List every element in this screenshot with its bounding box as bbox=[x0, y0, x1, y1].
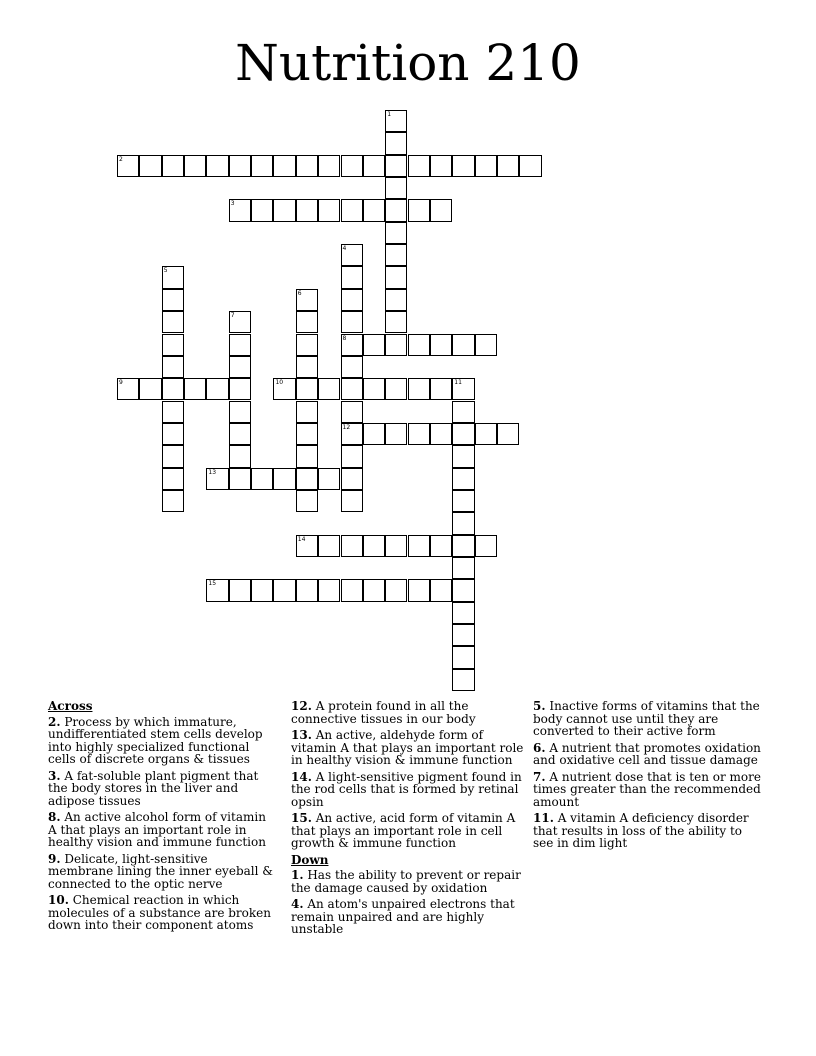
clue-item bbox=[291, 771, 527, 809]
clue-item bbox=[533, 771, 765, 809]
clue-item bbox=[291, 812, 527, 850]
clue-number-label: 5 bbox=[163, 267, 168, 275]
grid-cell[interactable] bbox=[296, 356, 318, 378]
grid-cell[interactable] bbox=[296, 579, 318, 601]
grid-cell[interactable] bbox=[452, 401, 474, 423]
grid-cell[interactable] bbox=[341, 311, 363, 333]
clue-item bbox=[48, 811, 276, 849]
clue-number-label: 2 bbox=[119, 155, 123, 163]
grid-cell[interactable] bbox=[385, 244, 407, 266]
clue-number: 4. bbox=[291, 897, 304, 911]
grid-cell[interactable] bbox=[363, 378, 385, 400]
clue-number-label: 14 bbox=[297, 535, 306, 543]
clue-item bbox=[533, 812, 765, 850]
clue-number: 6. bbox=[533, 740, 546, 755]
grid-cell[interactable] bbox=[385, 579, 407, 601]
grid-cell[interactable] bbox=[341, 579, 363, 601]
grid-cell[interactable] bbox=[385, 110, 407, 132]
grid-cell[interactable] bbox=[452, 535, 474, 557]
clue-text: A protein found in all the connective tissues in our body bbox=[291, 699, 476, 726]
grid-cell[interactable] bbox=[363, 199, 385, 221]
grid-cell[interactable] bbox=[296, 199, 318, 221]
grid-cell[interactable] bbox=[341, 423, 363, 445]
clue-number: 7. bbox=[533, 769, 546, 784]
grid-cell[interactable] bbox=[296, 445, 318, 467]
grid-cell[interactable] bbox=[162, 266, 184, 288]
grid-cell[interactable] bbox=[139, 155, 161, 177]
grid-cell[interactable] bbox=[318, 199, 340, 221]
grid-cell[interactable] bbox=[162, 401, 184, 423]
clue-item bbox=[48, 853, 276, 891]
grid-cell[interactable] bbox=[341, 334, 363, 356]
grid-cell[interactable] bbox=[341, 289, 363, 311]
clue-number-label: 12 bbox=[342, 423, 351, 431]
clue-number: 15. bbox=[291, 811, 312, 825]
grid-cell[interactable] bbox=[475, 334, 497, 356]
grid-cell[interactable] bbox=[363, 334, 385, 356]
grid-cell[interactable] bbox=[452, 155, 474, 177]
grid-cell[interactable] bbox=[385, 311, 407, 333]
grid-cell[interactable] bbox=[296, 289, 318, 311]
grid-cell[interactable] bbox=[408, 378, 430, 400]
clue-text: Chemical reaction in which molecules of a substance are broken down into their component atoms bbox=[48, 893, 271, 932]
grid-cell[interactable] bbox=[475, 423, 497, 445]
down-heading: Down bbox=[291, 852, 329, 867]
grid-cell[interactable] bbox=[206, 378, 228, 400]
clue-number: 10. bbox=[48, 893, 69, 907]
grid-cell[interactable] bbox=[273, 155, 295, 177]
clue-number: 1. bbox=[291, 868, 304, 882]
grid-cell[interactable] bbox=[318, 579, 340, 601]
grid-cell[interactable] bbox=[229, 334, 251, 356]
grid-cell[interactable] bbox=[251, 468, 273, 490]
clue-text: An active, acid form of vitamin A that plays an important role in cell growth & immune function bbox=[291, 811, 516, 850]
clue-number-label: 11 bbox=[454, 379, 462, 387]
grid-cell[interactable] bbox=[206, 468, 228, 490]
grid-cell[interactable] bbox=[162, 378, 184, 400]
grid-cell[interactable] bbox=[162, 155, 184, 177]
grid-cell[interactable] bbox=[452, 378, 474, 400]
grid-cell[interactable] bbox=[385, 334, 407, 356]
grid-cell[interactable] bbox=[318, 535, 340, 557]
clue-column-3 bbox=[533, 700, 765, 854]
grid-cell[interactable] bbox=[430, 334, 452, 356]
grid-cell[interactable] bbox=[162, 423, 184, 445]
grid-cell[interactable] bbox=[385, 378, 407, 400]
grid-cell[interactable] bbox=[273, 468, 295, 490]
grid-cell[interactable] bbox=[341, 468, 363, 490]
grid-cell[interactable] bbox=[385, 132, 407, 154]
clue-number-label: 3 bbox=[230, 200, 235, 208]
grid-cell[interactable] bbox=[229, 423, 251, 445]
grid-cell[interactable] bbox=[519, 155, 541, 177]
clue-number-label: 6 bbox=[297, 289, 302, 297]
grid-cell[interactable] bbox=[341, 199, 363, 221]
clue-number-label: 15 bbox=[208, 580, 217, 588]
grid-cell[interactable] bbox=[497, 423, 519, 445]
grid-cell[interactable] bbox=[341, 445, 363, 467]
grid-cell[interactable] bbox=[430, 155, 452, 177]
clue-number-label: 9 bbox=[119, 379, 123, 387]
grid-cell[interactable] bbox=[452, 334, 474, 356]
grid-cell[interactable] bbox=[430, 423, 452, 445]
clue-item bbox=[291, 729, 527, 767]
grid-cell[interactable] bbox=[452, 669, 474, 691]
grid-cell[interactable] bbox=[229, 378, 251, 400]
puzzle-title: Nutrition 210 bbox=[235, 34, 581, 92]
grid-cell[interactable] bbox=[475, 155, 497, 177]
clue-number: 14. bbox=[291, 769, 312, 784]
grid-cell[interactable] bbox=[430, 535, 452, 557]
grid-cell[interactable] bbox=[363, 423, 385, 445]
grid-cell[interactable] bbox=[229, 468, 251, 490]
clue-number-label: 4 bbox=[342, 245, 347, 253]
grid-cell[interactable] bbox=[229, 356, 251, 378]
grid-cell[interactable] bbox=[229, 445, 251, 467]
clue-text: An active, aldehyde form of vitamin A that plays an important role in healthy vision & immune function bbox=[291, 728, 524, 767]
grid-cell[interactable] bbox=[229, 155, 251, 177]
grid-cell[interactable] bbox=[162, 311, 184, 333]
grid-cell[interactable] bbox=[318, 155, 340, 177]
grid-cell[interactable] bbox=[385, 155, 407, 177]
grid-cell[interactable] bbox=[162, 334, 184, 356]
grid-cell[interactable] bbox=[229, 199, 251, 221]
grid-cell[interactable] bbox=[430, 579, 452, 601]
grid-cell[interactable] bbox=[452, 490, 474, 512]
grid-cell[interactable] bbox=[341, 378, 363, 400]
grid-cell[interactable] bbox=[273, 199, 295, 221]
grid-cell[interactable] bbox=[363, 155, 385, 177]
grid-cell[interactable] bbox=[341, 356, 363, 378]
grid-cell[interactable] bbox=[408, 334, 430, 356]
clue-text: Delicate, light-sensitive membrane lining the inner eyeball & connected to the optic nerve bbox=[48, 851, 273, 891]
grid-cell[interactable] bbox=[452, 468, 474, 490]
clue-item bbox=[533, 742, 765, 767]
grid-cell[interactable] bbox=[385, 266, 407, 288]
grid-cell[interactable] bbox=[318, 378, 340, 400]
clue-text: An active alcohol form of vitamin A that plays an important role in healthy vision and immune function bbox=[48, 810, 266, 849]
clue-text: A light-sensitive pigment found in the rod cells that is formed by retinal opsin bbox=[291, 769, 522, 809]
grid-cell[interactable] bbox=[385, 177, 407, 199]
clue-number: 13. bbox=[291, 728, 312, 742]
grid-cell[interactable] bbox=[341, 490, 363, 512]
grid-cell[interactable] bbox=[296, 311, 318, 333]
grid-cell[interactable] bbox=[408, 535, 430, 557]
clue-number: 5. bbox=[533, 699, 546, 713]
grid-cell[interactable] bbox=[475, 535, 497, 557]
clue-text: A nutrient that promotes oxidation and oxidative cell and tissue damage bbox=[533, 740, 761, 767]
grid-cell[interactable] bbox=[408, 579, 430, 601]
grid-cell[interactable] bbox=[117, 155, 139, 177]
grid-cell[interactable] bbox=[452, 646, 474, 668]
grid-cell[interactable] bbox=[296, 535, 318, 557]
clue-column-2 bbox=[291, 700, 527, 940]
grid-cell[interactable] bbox=[452, 602, 474, 624]
grid-cell[interactable] bbox=[363, 535, 385, 557]
grid-cell[interactable] bbox=[206, 579, 228, 601]
clue-number: 8. bbox=[48, 810, 61, 824]
grid-cell[interactable] bbox=[341, 155, 363, 177]
grid-cell[interactable] bbox=[296, 468, 318, 490]
grid-cell[interactable] bbox=[452, 423, 474, 445]
grid-cell[interactable] bbox=[139, 378, 161, 400]
clue-column-1 bbox=[48, 700, 276, 936]
grid-cell[interactable] bbox=[452, 624, 474, 646]
grid-cell[interactable] bbox=[251, 199, 273, 221]
grid-cell[interactable] bbox=[318, 468, 340, 490]
grid-cell[interactable] bbox=[162, 445, 184, 467]
clue-number-label: 13 bbox=[208, 468, 217, 476]
grid-cell[interactable] bbox=[497, 155, 519, 177]
clue-item bbox=[291, 700, 527, 725]
grid-cell[interactable] bbox=[184, 155, 206, 177]
grid-cell[interactable] bbox=[408, 199, 430, 221]
grid-cell[interactable] bbox=[117, 378, 139, 400]
clue-number: 2. bbox=[48, 714, 61, 729]
grid-cell[interactable] bbox=[162, 468, 184, 490]
grid-cell[interactable] bbox=[296, 423, 318, 445]
clue-number: 9. bbox=[48, 851, 61, 866]
clue-text: Process by which immature, undifferentiated stem cells develop into highly specialized functional cells of discrete organs & tissues bbox=[48, 714, 263, 766]
clue-text: A fat-soluble plant pigment that the body stores in the liver and adipose tissues bbox=[48, 768, 259, 808]
grid-cell[interactable] bbox=[162, 289, 184, 311]
grid-cell[interactable] bbox=[408, 155, 430, 177]
clue-number-label: 8 bbox=[342, 334, 347, 342]
grid-cell[interactable] bbox=[273, 378, 295, 400]
clue-number-label: 1 bbox=[387, 111, 392, 118]
clue-item bbox=[48, 770, 276, 808]
clue-item bbox=[48, 894, 276, 932]
grid-cell[interactable] bbox=[452, 579, 474, 601]
grid-cell[interactable] bbox=[229, 579, 251, 601]
grid-cell[interactable] bbox=[273, 579, 295, 601]
grid-cell[interactable] bbox=[385, 423, 407, 445]
clue-number: 12. bbox=[291, 699, 312, 713]
grid-cell[interactable] bbox=[341, 535, 363, 557]
grid-cell[interactable] bbox=[385, 222, 407, 244]
clue-text: An atom's unpaired electrons that remain unpaired and are highly unstable bbox=[291, 897, 515, 936]
grid-cell[interactable] bbox=[385, 289, 407, 311]
clue-number: 3. bbox=[48, 768, 61, 783]
clue-number-label: 7 bbox=[230, 312, 235, 320]
grid-cell[interactable] bbox=[162, 356, 184, 378]
grid-cell[interactable] bbox=[184, 378, 206, 400]
grid-cell[interactable] bbox=[229, 311, 251, 333]
clue-item bbox=[48, 716, 276, 766]
clue-item bbox=[533, 700, 765, 738]
grid-cell[interactable] bbox=[452, 512, 474, 534]
grid-cell[interactable] bbox=[385, 199, 407, 221]
grid-cell[interactable] bbox=[229, 401, 251, 423]
clue-text: Inactive forms of vitamins that the body cannot use until they are converted to their active form bbox=[533, 699, 760, 738]
grid-cell[interactable] bbox=[363, 579, 385, 601]
grid-cell[interactable] bbox=[162, 490, 184, 512]
clue-text: A nutrient dose that is ten or more times greater than the recommended amount bbox=[533, 769, 761, 809]
clue-text: Has the ability to prevent or repair the damage caused by oxidation bbox=[291, 868, 521, 895]
clue-item bbox=[291, 898, 527, 936]
grid-cell[interactable] bbox=[385, 535, 407, 557]
clue-list bbox=[0, 700, 816, 1040]
grid-cell[interactable] bbox=[430, 378, 452, 400]
clue-number-label: 10 bbox=[275, 379, 284, 387]
grid-cell[interactable] bbox=[296, 378, 318, 400]
grid-cell[interactable] bbox=[452, 557, 474, 579]
grid-cell[interactable] bbox=[408, 423, 430, 445]
grid-cell[interactable] bbox=[341, 244, 363, 266]
clue-number: 11. bbox=[533, 811, 554, 825]
grid-cell[interactable] bbox=[296, 401, 318, 423]
clue-item bbox=[291, 869, 527, 894]
grid-cell[interactable] bbox=[251, 579, 273, 601]
grid-cell[interactable] bbox=[251, 155, 273, 177]
grid-cell[interactable] bbox=[296, 155, 318, 177]
grid-cell[interactable] bbox=[296, 334, 318, 356]
grid-cell[interactable] bbox=[452, 445, 474, 467]
clue-text: A vitamin A deficiency disorder that results in loss of the ability to see in dim light bbox=[533, 811, 749, 850]
grid-cell[interactable] bbox=[341, 266, 363, 288]
grid-cell[interactable] bbox=[341, 401, 363, 423]
grid-cell[interactable] bbox=[430, 199, 452, 221]
grid-cell[interactable] bbox=[296, 490, 318, 512]
across-heading: Across bbox=[48, 699, 93, 713]
grid-cell[interactable] bbox=[206, 155, 228, 177]
